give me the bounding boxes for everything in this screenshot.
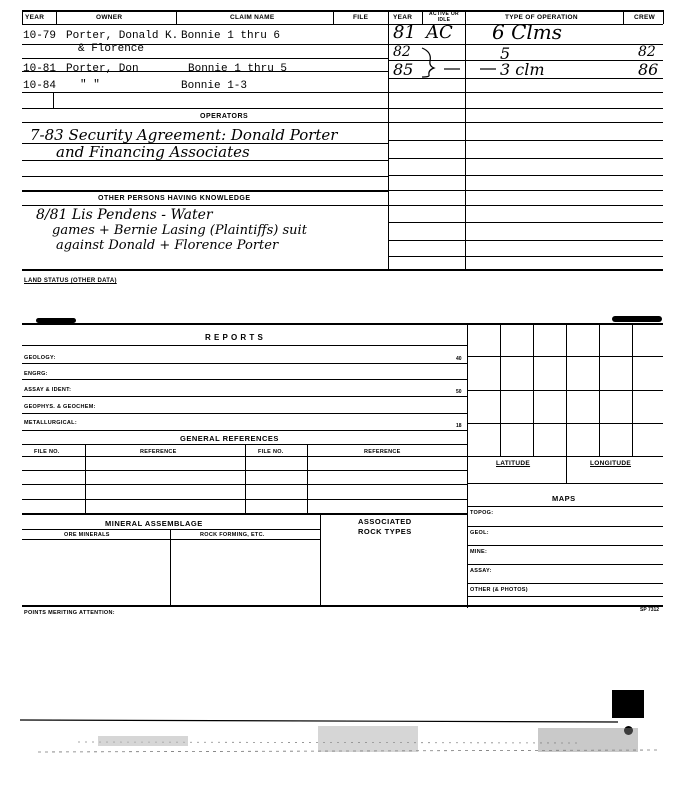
header-year-2: YEAR xyxy=(393,14,413,21)
owner-row-3-owner: Porter, Don xyxy=(66,63,139,75)
form-number: SP 7312 xyxy=(640,607,660,613)
points-meriting-label: POINTS MERITING ATTENTION: xyxy=(24,610,115,616)
mineral-assemblage-title: MINERAL ASSEMBLAGE xyxy=(105,519,203,528)
land-status-label: LAND STATUS (OTHER DATA) xyxy=(24,278,117,284)
other-persons-line-2: games + Bernie Lasing (Plaintiffs) suit xyxy=(52,223,307,238)
header-active-idle: ACTIVE OR IDLE xyxy=(429,11,459,23)
rock-types-label: ROCK TYPES xyxy=(358,527,412,536)
header-file: FILE xyxy=(353,14,369,21)
report-geology-label: GEOLOGY: xyxy=(24,355,56,361)
header-type-of-operation: TYPE OF OPERATION xyxy=(505,14,578,21)
dash-mark xyxy=(440,66,500,72)
maps-title: MAPS xyxy=(552,494,576,503)
latitude-label: LATITUDE xyxy=(496,460,531,467)
report-assay-num: 50 xyxy=(456,389,462,395)
activity-row-2-type: 5 xyxy=(500,44,511,63)
activity-row-1-active: AC xyxy=(426,22,453,43)
reports-title: R E P O R T S xyxy=(205,333,264,342)
ore-minerals-label: ORE MINERALS xyxy=(64,532,110,538)
operators-title: OPERATORS xyxy=(200,113,249,120)
scan-noise xyxy=(18,712,668,772)
associated-label: ASSOCIATED xyxy=(358,517,412,526)
maps-mine: MINE: xyxy=(470,549,488,555)
activity-row-3-year: 85 xyxy=(393,60,414,79)
other-persons-line-3: against Donald + Florence Porter xyxy=(56,238,279,253)
header-claim-name: CLAIM NAME xyxy=(230,14,275,21)
general-references-title: GENERAL REFERENCES xyxy=(180,434,279,443)
report-metallurgical-num: 18 xyxy=(456,423,462,429)
report-geology-num: 40 xyxy=(456,356,462,362)
maps-assay: ASSAY: xyxy=(470,568,492,574)
ref-reference-1: REFERENCE xyxy=(140,449,177,455)
owner-row-4-owner: " " xyxy=(80,79,100,91)
other-persons-title: OTHER PERSONS HAVING KNOWLEDGE xyxy=(98,195,251,202)
owner-row-1-owner: Porter, Donald K. xyxy=(66,30,179,42)
activity-row-1-year: 81 xyxy=(393,22,416,43)
activity-row-1-type: 6 Clms xyxy=(492,20,563,44)
report-metallurgical-label: METALLURGICAL: xyxy=(24,420,77,426)
owner-row-1-year: 10-79 xyxy=(23,30,57,42)
longitude-label: LONGITUDE xyxy=(590,460,631,467)
owner-row-3-claim: Bonnie 1 thru 5 xyxy=(188,63,288,75)
ref-file-no-1: FILE NO. xyxy=(34,449,60,455)
ink-smudge-right xyxy=(612,316,662,322)
owner-row-1-claim: Bonnie 1 thru 6 xyxy=(181,30,281,42)
header-crew: CREW xyxy=(634,14,656,21)
owner-row-4-claim: Bonnie 1-3 xyxy=(181,80,248,92)
owner-row-2-owner: & Florence xyxy=(78,43,145,55)
header-year: YEAR xyxy=(25,14,45,21)
activity-row-3-crew: 86 xyxy=(638,60,659,79)
operators-line-2: and Financing Associates xyxy=(56,143,250,161)
activity-row-2-crew: 82 xyxy=(638,44,656,60)
maps-topog: TOPOG: xyxy=(470,510,494,516)
brace-mark xyxy=(418,46,440,78)
operators-line-1: 7-83 Security Agreement: Donald Porter xyxy=(30,126,338,144)
report-assay-label: ASSAY & IDENT: xyxy=(24,387,72,393)
maps-other: OTHER (& PHOTOS) xyxy=(470,587,528,593)
other-persons-line-1: 8/81 Lis Pendens - Water xyxy=(36,207,213,223)
owner-row-3-year: 10-81 xyxy=(23,63,57,75)
activity-row-2-year: 82 xyxy=(393,44,411,60)
header-owner: OWNER xyxy=(96,14,123,21)
activity-row-3-type: 3 clm xyxy=(500,60,545,79)
owner-row-4-year: 10-84 xyxy=(23,80,57,92)
rock-forming-label: ROCK FORMING, ETC. xyxy=(200,532,265,538)
report-geophys-label: GEOPHYS. & GEOCHEM: xyxy=(24,404,96,410)
maps-geol: GEOL: xyxy=(470,530,489,536)
ref-reference-2: REFERENCE xyxy=(364,449,401,455)
report-engrg-label: ENGRG: xyxy=(24,371,48,377)
ref-file-no-2: FILE NO. xyxy=(258,449,284,455)
